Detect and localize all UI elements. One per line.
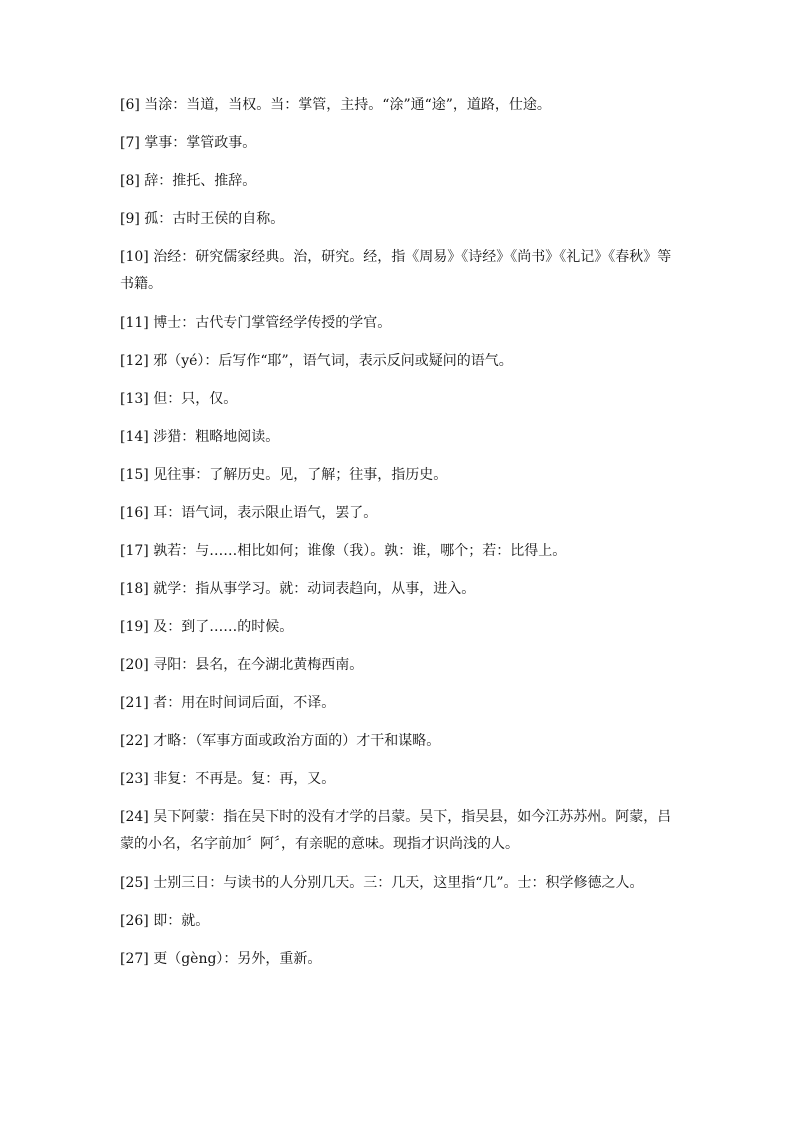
- note-number: [24]: [120, 809, 149, 825]
- note-number: [6]: [120, 97, 140, 113]
- note-number: [14]: [120, 429, 149, 445]
- notes-page: [120, 92, 680, 984]
- note-8: [120, 168, 680, 195]
- note-number: [26]: [120, 913, 149, 929]
- note-19: [120, 614, 680, 641]
- note-number: [25]: [120, 875, 149, 891]
- note-number: [27]: [120, 951, 149, 967]
- note-number: [15]: [120, 467, 149, 483]
- note-text: 吴下阿蒙：指在吴下时的没有才学的吕蒙。吴下，指吴县，如今江苏苏州。阿蒙，吕蒙的小名，名字前加〞阿〞，有亲昵的意味。现指才识尚浅的人。: [120, 809, 672, 852]
- note-number: [17]: [120, 543, 149, 559]
- note-number: [18]: [120, 581, 149, 597]
- note-21: [120, 690, 680, 717]
- note-18: [120, 576, 680, 603]
- note-text: 士别三日：与读书的人分别几天。三：几天，这里指“几”。士：积学修德之人。: [148, 875, 644, 891]
- note-text: 孤：古时王侯的自称。: [139, 211, 285, 227]
- note-text: 涉猎：粗略地阅读。: [148, 429, 280, 445]
- note-text: 治经：研究儒家经典。治，研究。经，指《周易》《诗经》《尚书》《礼记》《春秋》等书籍。: [120, 249, 672, 292]
- note-26: [120, 908, 680, 935]
- note-text: 寻阳：县名，在今湖北黄梅西南。: [148, 657, 364, 673]
- note-9: [120, 206, 680, 233]
- note-text: 孰若：与……相比如何；谁像（我）。孰：谁，哪个；若：比得上。: [148, 543, 567, 559]
- note-text: 就学：指从事学习。就：动词表趋向，从事，进入。: [148, 581, 476, 597]
- note-text: 邪（yé）：后写作“耶”，语气词，表示反问或疑问的语气。: [148, 353, 513, 369]
- note-text: 更（gèng）：另外，重新。: [148, 951, 322, 967]
- note-text: 即：就。: [148, 913, 210, 929]
- note-22: [120, 728, 680, 755]
- note-11: [120, 310, 680, 337]
- note-16: [120, 500, 680, 527]
- note-text: 辞：推托、推辞。: [139, 173, 257, 189]
- note-number: [11]: [120, 315, 149, 331]
- note-10: [120, 244, 680, 298]
- note-text: 耳：语气词，表示限止语气，罢了。: [148, 505, 378, 521]
- note-number: [8]: [120, 173, 140, 189]
- note-text: 见往事：了解历史。见，了解；往事，指历史。: [148, 467, 448, 483]
- note-12: [120, 348, 680, 375]
- note-15: [120, 462, 680, 489]
- note-number: [20]: [120, 657, 149, 673]
- note-number: [21]: [120, 695, 149, 711]
- note-text: 及：到了……的时候。: [148, 619, 294, 635]
- note-number: [7]: [120, 135, 140, 151]
- note-number: [10]: [120, 249, 149, 265]
- note-20: [120, 652, 680, 679]
- note-25: [120, 870, 680, 897]
- note-text: 但：只，仅。: [148, 391, 238, 407]
- note-17: [120, 538, 680, 565]
- note-13: [120, 386, 680, 413]
- note-text: 当涂：当道，当权。当：掌管，主持。“涂”通“途”，道路，仕途。: [139, 97, 551, 113]
- note-14: [120, 424, 680, 451]
- note-text: 才略：（军事方面或政治方面的）才干和谋略。: [148, 733, 441, 749]
- note-27: [120, 946, 680, 973]
- note-23: [120, 766, 680, 793]
- note-number: [16]: [120, 505, 149, 521]
- note-number: [19]: [120, 619, 149, 635]
- note-number: [9]: [120, 211, 140, 227]
- note-number: [22]: [120, 733, 149, 749]
- note-number: [13]: [120, 391, 149, 407]
- note-6: [120, 92, 680, 119]
- note-7: [120, 130, 680, 157]
- note-text: 者：用在时间词后面，不译。: [148, 695, 336, 711]
- note-text: 非复：不再是。复：再，又。: [148, 771, 336, 787]
- note-number: [23]: [120, 771, 149, 787]
- note-number: [12]: [120, 353, 149, 369]
- note-text: 博士：古代专门掌管经学传授的学官。: [148, 315, 392, 331]
- note-text: 掌事：掌管政事。: [139, 135, 257, 151]
- note-24: [120, 804, 680, 858]
